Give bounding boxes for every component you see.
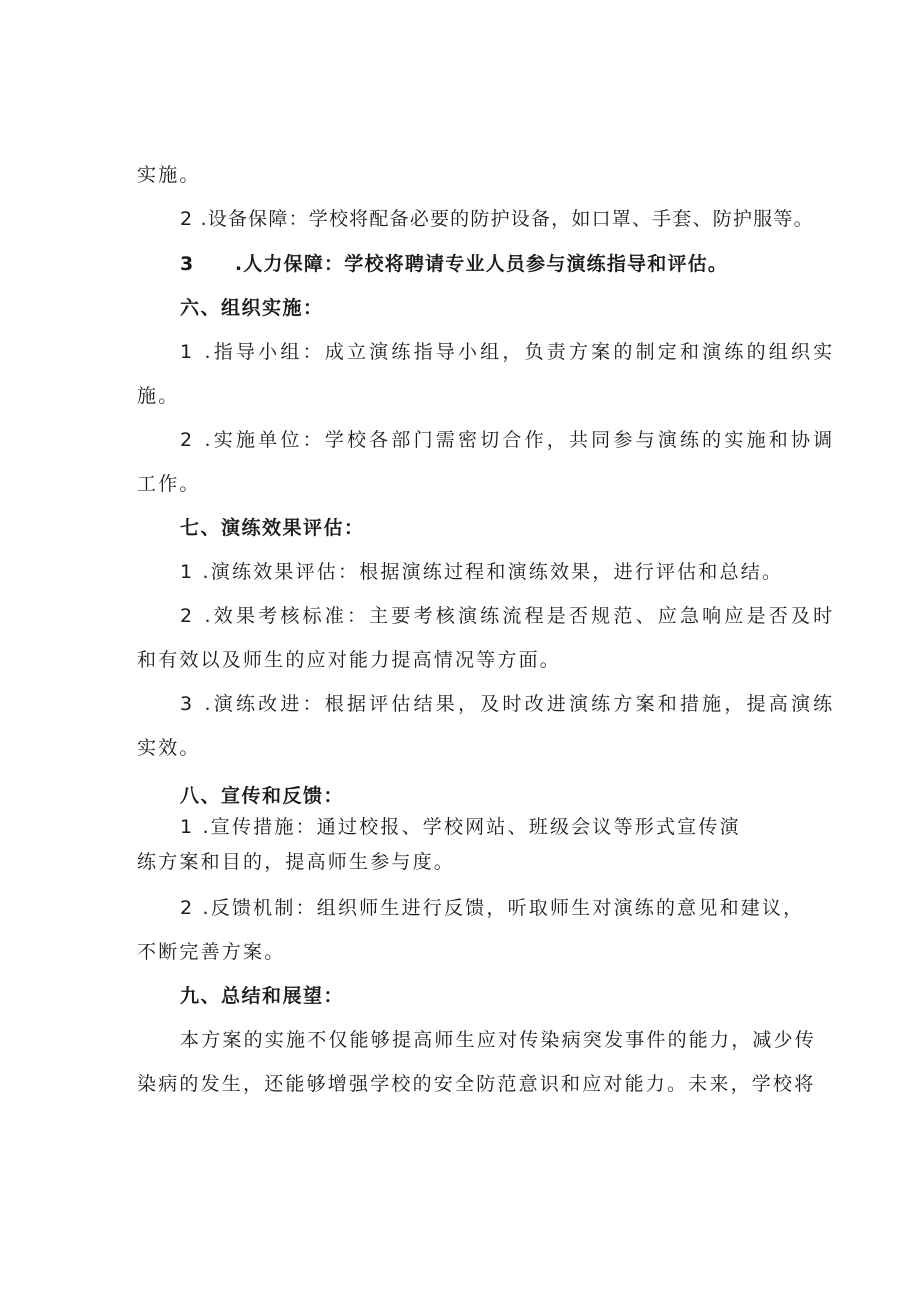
summary-paragraph-line: 染病的发生，还能够增强学校的安全防范意识和应对能力。未来，学校将 (137, 1073, 816, 1095)
paragraph-continuation: 实效。 (137, 737, 201, 759)
paragraph-continuation: 和有效以及师生的应对能力提高情况等方面。 (137, 649, 562, 671)
summary-paragraph-line: 本方案的实施不仅能够提高师生应对传染病突发事件的能力，减少传 (180, 1029, 817, 1051)
list-item-publicity-measures: 1 .宣传措施：通过校报、学校网站、班级会议等形式宣传演 (180, 816, 741, 838)
list-item-staff-guarantee: 3 .人力保障：学校将聘请专业人员参与演练指导和评估。 (180, 253, 729, 275)
paragraph-continuation: 施。 (137, 385, 180, 407)
section-heading-summary: 九、总结和展望： (180, 985, 345, 1007)
paragraph-continuation: 实施。 (137, 164, 201, 186)
list-item-feedback-mechanism: 2 .反馈机制：组织师生进行反馈，听取师生对演练的意见和建议， (180, 897, 805, 919)
section-heading-evaluation: 七、演练效果评估： (180, 517, 365, 539)
list-item-implementation-unit: 2 .实施单位：学校各部门需密切合作，共同参与演练的实施和协调 (180, 429, 836, 451)
section-heading-publicity: 八、宣传和反馈： (180, 785, 345, 807)
paragraph-continuation: 练方案和目的，提高师生参与度。 (137, 851, 456, 873)
list-item-guidance-group: 1 .指导小组：成立演练指导小组，负责方案的制定和演练的组织实 (180, 341, 836, 363)
list-item-equipment-guarantee: 2 .设备保障：学校将配备必要的防护设备，如口罩、手套、防护服等。 (180, 208, 814, 230)
list-item-assessment-criteria: 2 .效果考核标准：主要考核演练流程是否规范、应急响应是否及时 (180, 605, 836, 627)
paragraph-continuation: 不断完善方案。 (137, 941, 286, 963)
paragraph-continuation: 工作。 (137, 473, 201, 495)
section-heading-organization: 六、组织实施： (180, 297, 324, 319)
list-item-drill-evaluation: 1 .演练效果评估：根据演练过程和演练效果，进行评估和总结。 (180, 561, 784, 583)
list-item-drill-improvement: 3 .演练改进：根据评估结果，及时改进演练方案和措施，提高演练 (180, 693, 836, 715)
